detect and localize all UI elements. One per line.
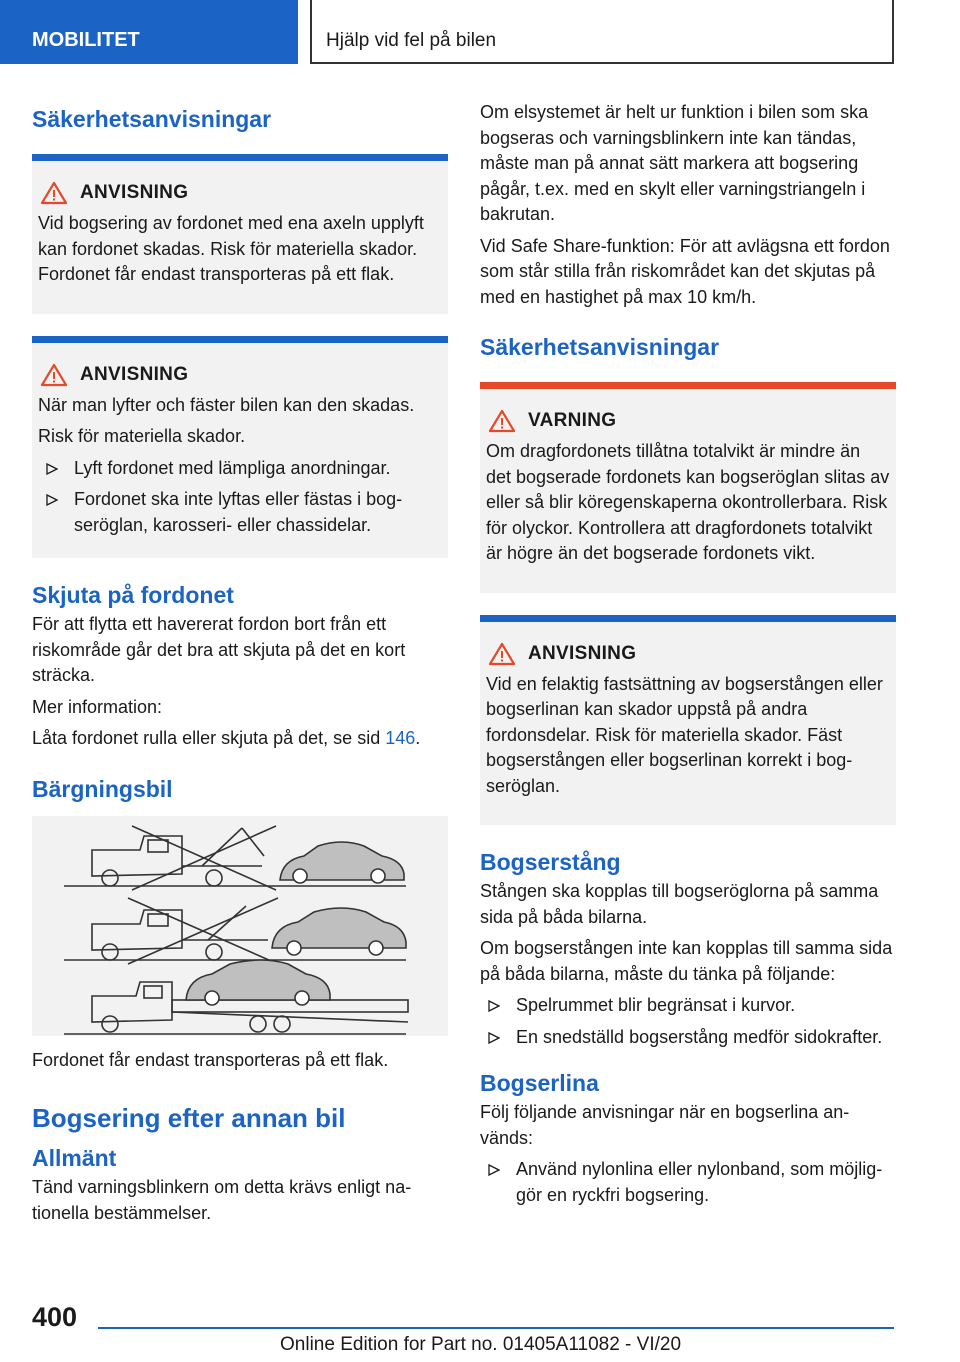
tow-illustration-drawing xyxy=(32,816,448,1036)
bullet-triangle-icon xyxy=(46,463,58,475)
warning-triangle-icon xyxy=(40,363,68,387)
warning-box xyxy=(480,382,896,593)
heading-towing: Bogsering efter annan bil xyxy=(32,1103,346,1133)
push-reference: Låta fordonet rulla eller skjuta på det, se sid 146. xyxy=(32,728,421,748)
notice-list xyxy=(38,456,442,539)
notice-text: Vid en felaktig fastsättning av bogserstången eller bogserlinan kan skador uppstå på andra fordonsdelar. Risk för materiella skador. Fäst bogserstången eller bogserlinan korrekt i bogseröglan. xyxy=(486,673,883,796)
warning-triangle-icon xyxy=(488,409,516,433)
footer-divider xyxy=(98,1327,894,1329)
edition-text: Online Edition for Part no. 01405A11082 - VI/20 xyxy=(280,1334,682,1355)
safe-share-text: Vid Safe Share-funktion: För att avlägsna ett fordon som står stilla från riskområdet kan det skjutas på med en hastighet på max 10 km/h. xyxy=(480,235,890,307)
notice-text-line1: När man lyfter och fäster bilen kan den skadas. xyxy=(38,394,415,415)
list-item: Lyft fordonet med lämpliga anordningar. xyxy=(38,456,442,482)
notice-title: ANVISNING xyxy=(80,363,189,385)
heading-tow-bar: Bogserstång xyxy=(480,849,621,875)
warning-triangle-icon xyxy=(40,181,68,205)
section-label: MOBILITET xyxy=(32,29,140,51)
list-item: Fordonet ska inte lyftas eller fästas i bogseröglan, karosseri- eller chassidelar. xyxy=(38,487,442,538)
notice-title: ANVISNING xyxy=(80,182,189,203)
tow-bar-text-1: Stången ska kopplas till bogseröglorna på samma sida på båda bilarna. xyxy=(480,881,879,927)
heading-tow-rope: Bogserlina xyxy=(480,1070,599,1096)
list-item: Spelrummet blir begränsat i kurvor. xyxy=(480,993,896,1019)
bullet-triangle-icon xyxy=(488,1032,500,1044)
tow-rope-list xyxy=(480,1157,896,1208)
notice-title: ANVISNING xyxy=(528,642,637,664)
notice-box-2 xyxy=(32,336,448,559)
chapter-title: Hjälp vid fel på bilen xyxy=(326,30,497,51)
bullet-triangle-icon xyxy=(488,1000,500,1012)
warning-title: VARNING xyxy=(528,410,617,431)
notice-box-3 xyxy=(480,615,896,826)
right-column xyxy=(480,100,896,1216)
bullet-triangle-icon xyxy=(46,494,58,506)
chapter-header xyxy=(310,0,894,64)
heading-general: Allmänt xyxy=(32,1145,117,1171)
heading-safety-right: Säkerhetsanvisningar xyxy=(480,334,720,360)
towing-general-text: Tänd varningsblinkern om detta krävs enligt nationella bestämmelser. xyxy=(32,1177,412,1223)
list-item: En snedställd bogserstång medför sidokrafter. xyxy=(480,1025,896,1051)
page-link[interactable]: 146 xyxy=(385,728,416,748)
heading-tow-truck: Bärgningsbil xyxy=(32,775,173,802)
tow-bar-list xyxy=(480,993,896,1050)
page-number: 400 xyxy=(32,1302,78,1332)
electrical-failure-text: Om elsystemet är helt ur funktion i bilen som ska bogseras och varningsblinkern inte kan tändas, måste man på annat sätt markera att bogsering pågår, t.ex. med en skylt eller varningstriangeln i bakrutan. xyxy=(480,102,869,224)
left-column xyxy=(32,100,448,1232)
section-tab xyxy=(0,0,298,64)
push-text: För att flytta ett havererat fordon bort från ett riskområde går det bra att skjuta på det en kort sträcka. xyxy=(32,614,406,685)
list-item: Använd nylonlina eller nylonband, som möjliggör en ryckfri bogsering. xyxy=(480,1157,896,1208)
notice-text-line2: Risk för materiella skador. xyxy=(38,426,246,446)
bullet-triangle-icon xyxy=(488,1164,500,1176)
heading-safety: Säkerhetsanvisningar xyxy=(32,106,272,132)
illustration-caption: Fordonet får endast transporteras på ett flak. xyxy=(32,1049,389,1070)
notice-text: Vid bogsering av fordonet med ena axeln upplyft kan fordonet skadas. Risk för materiella skador. Fordonet får endast transporteras på ett flak. xyxy=(38,213,424,284)
warning-triangle-icon xyxy=(488,642,516,666)
notice-box-1 xyxy=(32,154,448,314)
more-info-label: Mer information: xyxy=(32,696,163,717)
tow-rope-text: Följ följande anvisningar när en bogserlina används: xyxy=(480,1102,850,1148)
tow-truck-illustration xyxy=(32,816,448,1036)
heading-push-vehicle: Skjuta på fordonet xyxy=(32,582,234,608)
tow-bar-text-2: Om bogserstången inte kan kopplas till samma sida på båda bilarna, måste du tänka på följande: xyxy=(480,938,893,984)
warning-text: Om dragfordonets tillåtna totalvikt är mindre än det bogserade fordonets kan bogseröglan slitas av eller så blir köregenskaperna okontrollerbara. Risk för olyckor. Kontrollera att dragfordonets totalvikt är högre än det bogserade fordonets vikt. xyxy=(486,441,890,563)
